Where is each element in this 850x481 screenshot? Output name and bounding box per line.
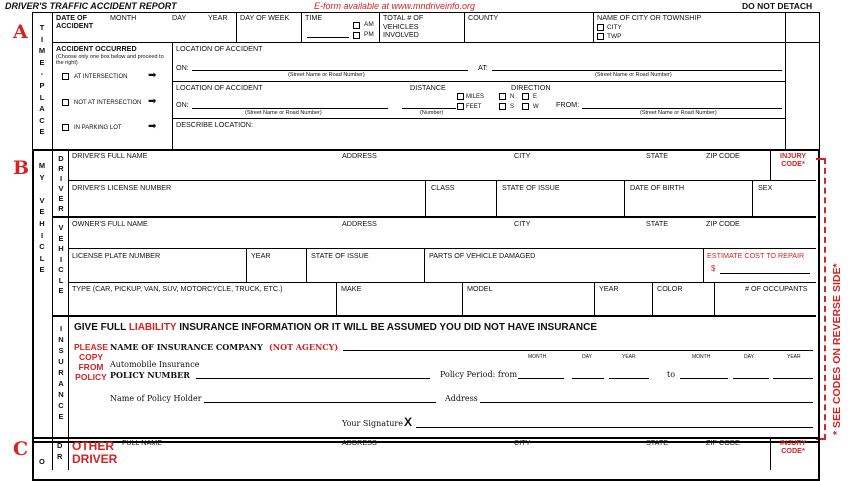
pm-checkbox[interactable] xyxy=(353,32,360,39)
parts-damaged-label: PARTS OF VEHICLE DAMAGED xyxy=(429,251,536,260)
do-not-detach: DO NOT DETACH xyxy=(742,1,813,11)
owner-state-label: STATE xyxy=(646,219,669,228)
month-label: MONTH xyxy=(110,13,137,22)
am-label: AM xyxy=(364,21,374,28)
to-month-label: MONTH xyxy=(692,354,711,360)
county-label: COUNTY xyxy=(468,13,499,22)
policy-period-label: Policy Period: from xyxy=(440,370,518,379)
total-vehicles-label: TOTAL # OF VEHICLES INVOLVED xyxy=(383,13,424,39)
pm-label: PM xyxy=(364,31,374,38)
policy-number-label: POLICY NUMBER xyxy=(110,370,190,380)
vehicle-type-label: TYPE (CAR, PICKUP, VAN, SUV, MOTORCYCLE, TRUCK, ETC.) xyxy=(72,284,283,293)
other-driver-label: OTHER DRIVER xyxy=(72,439,118,466)
driver-zip-label: ZIP CODE xyxy=(706,151,740,160)
arrow-right-icon: ➡ xyxy=(148,121,157,132)
from-year-label: YEAR xyxy=(622,354,636,360)
location-label-2: LOCATION OF ACCIDENT xyxy=(176,83,263,92)
vehicle-year-label: YEAR xyxy=(251,251,271,260)
other-full-name-label: FULL NAME xyxy=(122,438,163,447)
insurance-heading: GIVE FULL LIABILITY INSURANCE INFORMATION OR IT WILL BE ASSUMED YOU DID NOT HAVE INSURANCE xyxy=(74,322,597,333)
signature-field[interactable] xyxy=(416,427,813,428)
sex-label: SEX xyxy=(758,183,773,192)
distance-label: DISTANCE xyxy=(410,83,446,92)
section-a-letter: A xyxy=(13,21,28,43)
drivers-full-name-label: DRIVER'S FULL NAME xyxy=(72,151,148,160)
insurance-company-field[interactable] xyxy=(343,350,813,351)
not-at-intersection-checkbox[interactable] xyxy=(62,99,69,106)
dir-n-label: N xyxy=(510,94,515,100)
color-label: COLOR xyxy=(657,284,683,293)
policy-holder-field[interactable] xyxy=(204,402,436,403)
twp-checkbox[interactable] xyxy=(597,33,604,40)
codes-bracket xyxy=(816,158,826,440)
arrow-right-icon: ➡ xyxy=(148,96,157,107)
describe-location-label: DESCRIBE LOCATION: xyxy=(176,120,253,129)
driver-address-label: ADDRESS xyxy=(342,151,377,160)
policy-holder-label: Name of Policy Holder xyxy=(110,394,202,403)
dir-w-checkbox[interactable] xyxy=(522,103,529,110)
feet-checkbox[interactable] xyxy=(457,103,464,110)
not-at-intersection-label: NOT AT INTERSECTION xyxy=(74,100,142,106)
other-vertical-r: R xyxy=(57,452,63,461)
dir-w-label: W xyxy=(533,104,539,110)
license-number-label: DRIVER'S LICENSE NUMBER xyxy=(72,183,172,192)
to-day-label: DAY xyxy=(744,354,754,360)
at-label: AT: xyxy=(478,63,488,72)
street-hint-4: (Street Name or Road Number) xyxy=(640,110,717,116)
owner-address-label: ADDRESS xyxy=(342,219,377,228)
dir-e-label: E xyxy=(533,94,538,100)
day-label: DAY xyxy=(172,13,187,22)
choose-note: (Choose only one box below and proceed to the right) xyxy=(56,54,164,66)
am-checkbox[interactable] xyxy=(353,22,360,29)
dir-s-checkbox[interactable] xyxy=(499,103,506,110)
occupants-label: # OF OCCUPANTS xyxy=(745,284,808,293)
other-zip-label: ZIP CODE xyxy=(706,438,740,447)
owner-city-label: CITY xyxy=(514,219,531,228)
color-year-label: YEAR xyxy=(599,284,619,293)
signature-x: X xyxy=(404,415,413,429)
dir-e-checkbox[interactable] xyxy=(522,93,529,100)
at-intersection-checkbox[interactable] xyxy=(62,73,69,80)
to-year-label: YEAR xyxy=(787,354,801,360)
from-day-label: DAY xyxy=(582,354,592,360)
to-day-field[interactable] xyxy=(733,378,769,379)
accident-occurred-label: ACCIDENT OCCURRED xyxy=(56,44,137,53)
other-address-label: ADDRESS xyxy=(342,438,377,447)
city-label: CITY xyxy=(607,24,622,31)
please-copy-from-policy: PLEASE COPY FROM POLICY xyxy=(73,342,108,382)
policy-number-field[interactable] xyxy=(196,378,430,379)
owner-zip-label: ZIP CODE xyxy=(706,219,740,228)
twp-label: TWP xyxy=(607,33,622,40)
form-title: DRIVER'S TRAFFIC ACCIDENT REPORT xyxy=(5,1,177,11)
estimate-field[interactable] xyxy=(720,273,810,274)
at-street-field[interactable] xyxy=(492,70,782,71)
direction-label: DIRECTION xyxy=(511,83,551,92)
city-township-label: NAME OF CITY OR TOWNSHIP xyxy=(597,13,702,22)
section-b-letter: B xyxy=(13,157,30,179)
from-year-field[interactable] xyxy=(609,378,649,379)
class-label: CLASS xyxy=(431,183,455,192)
other-vertical-d: D xyxy=(57,441,63,450)
time-field[interactable] xyxy=(307,37,349,38)
from-month-label: MONTH xyxy=(528,354,547,360)
street-hint-3: (Street Name or Road Number) xyxy=(245,110,322,116)
make-label: MAKE xyxy=(341,284,362,293)
other-state-label: STATE xyxy=(646,438,669,447)
signature-label: Your Signature xyxy=(342,419,403,428)
time-label: TIME xyxy=(305,13,323,22)
on-label-1: ON: xyxy=(176,63,189,72)
to-year-field[interactable] xyxy=(773,378,813,379)
on-street-field-1[interactable] xyxy=(192,70,468,71)
state-of-issue-label: STATE OF ISSUE xyxy=(502,183,560,192)
from-day-field[interactable] xyxy=(572,378,604,379)
on-label-2: ON: xyxy=(176,100,189,109)
distance-field[interactable] xyxy=(402,108,456,109)
to-label: to xyxy=(667,370,676,379)
plate-label: LICENSE PLATE NUMBER xyxy=(72,251,161,260)
other-city-label: CITY xyxy=(514,438,531,447)
from-month-field[interactable] xyxy=(518,378,564,379)
date-of-accident-label: DATE OF ACCIDENT xyxy=(56,13,94,30)
dir-s-label: S xyxy=(510,104,515,110)
at-intersection-label: AT INTERSECTION xyxy=(74,74,128,80)
not-agency-label: (NOT AGENCY) xyxy=(269,342,339,352)
year-label: YEAR xyxy=(208,13,228,22)
holder-address-field[interactable] xyxy=(480,402,813,403)
street-hint-1: (Street Name or Road Number) xyxy=(288,72,365,78)
dir-n-checkbox[interactable] xyxy=(499,93,506,100)
section-c-letter: C xyxy=(13,438,29,460)
street-hint-2: (Street Name or Road Number) xyxy=(595,72,672,78)
city-checkbox[interactable] xyxy=(597,24,604,31)
to-month-field[interactable] xyxy=(680,378,728,379)
miles-label: MILES xyxy=(466,94,485,100)
on-street-field-2[interactable] xyxy=(192,108,388,109)
auto-insurance-label: Automobile Insurance xyxy=(110,360,200,369)
plate-state-label: STATE OF ISSUE xyxy=(311,251,369,260)
number-hint: (Number) xyxy=(420,110,444,116)
estimate-label: ESTIMATE COST TO REPAIR xyxy=(707,251,805,260)
dollar-sign: $ xyxy=(711,264,716,273)
driver-injury-code-label: INJURY CODE* xyxy=(779,151,807,168)
location-label-1: LOCATION OF ACCIDENT xyxy=(176,44,263,53)
arrow-right-icon: ➡ xyxy=(148,70,157,81)
from-street-field[interactable] xyxy=(582,108,782,109)
eform-link[interactable]: E-form available at www.mndriveinfo.org xyxy=(314,1,476,11)
miles-checkbox[interactable] xyxy=(457,93,464,100)
see-codes-note: * SEE CODES ON REVERSE SIDE* xyxy=(831,263,843,435)
insurance-company-label: NAME OF INSURANCE COMPANY xyxy=(110,342,263,352)
other-injury-code-label: INJURY CODE* xyxy=(779,438,807,455)
driver-city-label: CITY xyxy=(514,151,531,160)
owners-name-label: OWNER'S FULL NAME xyxy=(72,219,148,228)
parking-lot-label: IN PARKING LOT xyxy=(74,125,122,131)
dob-label: DATE OF BIRTH xyxy=(630,183,685,192)
other-vertical-o: O xyxy=(39,457,45,466)
from-label: FROM: xyxy=(556,100,580,109)
holder-address-label: Address xyxy=(445,394,478,403)
day-of-week-label: DAY OF WEEK xyxy=(240,13,290,22)
parking-lot-checkbox[interactable] xyxy=(62,124,69,131)
feet-label: FEET xyxy=(466,104,482,110)
model-label: MODEL xyxy=(467,284,493,293)
driver-state-label: STATE xyxy=(646,151,669,160)
